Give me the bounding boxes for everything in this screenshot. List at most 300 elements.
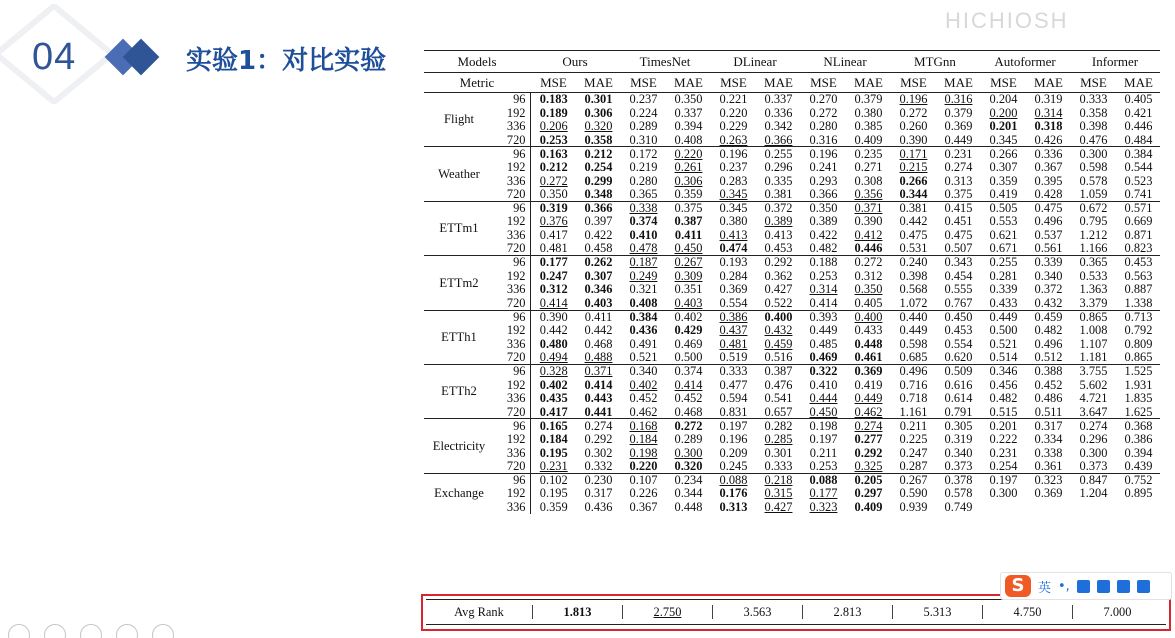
- metric-value: 0.287: [890, 460, 937, 474]
- metric-value: 0.201: [989, 119, 1018, 134]
- metric-value: 0.521: [620, 351, 667, 365]
- avg-rank-value: 2.750: [622, 605, 712, 619]
- metric-header-cell: MAE: [1027, 73, 1070, 93]
- metric-value: 0.669: [1124, 214, 1153, 229]
- ime-language-toggle[interactable]: 英: [1038, 580, 1052, 596]
- metric-value: 0.320: [584, 119, 613, 134]
- model-name: MTGnn: [890, 51, 980, 73]
- metric-value: 0.334: [1034, 431, 1063, 446]
- metric-value: 0.442: [584, 323, 613, 338]
- metric-value: 0.337: [764, 92, 793, 107]
- metric-value: 0.387: [674, 214, 703, 229]
- table-row: [424, 324, 1160, 338]
- metric-value: 0.247: [530, 269, 577, 283]
- metric-header-cell: MSE: [890, 73, 937, 93]
- metric-value: 0.277: [854, 431, 883, 446]
- metric-value: 0.195: [530, 487, 577, 501]
- metric-value: 0.411: [584, 309, 613, 324]
- metric-value: 0.317: [1034, 418, 1063, 433]
- metric-value: 0.263: [710, 133, 757, 147]
- slides-icon[interactable]: [80, 624, 102, 638]
- metric-value: 0.205: [854, 472, 883, 487]
- metric-value: 0.563: [1124, 268, 1153, 283]
- metric-value: 0.402: [674, 309, 703, 324]
- grid-icon[interactable]: [1137, 580, 1150, 593]
- metric-value: 0.241: [809, 160, 838, 175]
- metric-value: 0.337: [674, 105, 703, 120]
- metric-value: 1.161: [890, 405, 937, 419]
- metric-value: 0.887: [1124, 282, 1153, 297]
- metric-value: 0.459: [1034, 309, 1063, 324]
- metric-value: 0.823: [1117, 242, 1160, 256]
- metric-value: 0.555: [944, 282, 973, 297]
- metric-value: 0.500: [667, 351, 710, 365]
- metric-value: 0.196: [899, 92, 928, 107]
- metric-value: 0.366: [757, 133, 800, 147]
- metric-value: 0.402: [530, 378, 577, 392]
- metric-value: 0.284: [719, 268, 748, 283]
- metric-value: 0.272: [809, 105, 838, 120]
- metric-value: 0.429: [674, 323, 703, 338]
- metric-value: 0.198: [809, 418, 838, 433]
- model-name: TimesNet: [620, 51, 710, 73]
- metric-value: 0.394: [674, 119, 703, 134]
- metric-value: 0.500: [989, 323, 1018, 338]
- metric-value: 0.088: [809, 472, 838, 487]
- metric-value: 0.163: [530, 147, 577, 161]
- horizon-length: 336: [506, 173, 526, 188]
- metric-value: 0.345: [980, 133, 1027, 147]
- metric-value: 0.325: [847, 460, 890, 474]
- metric-value: 0.338: [629, 201, 658, 216]
- metric-value: 0.306: [674, 173, 703, 188]
- metric-value: 0.274: [944, 160, 973, 175]
- table-row: [424, 147, 1160, 161]
- metric-value: 0.713: [1124, 309, 1153, 324]
- metric-value: 0.293: [809, 173, 838, 188]
- metric-value: 0.422: [809, 228, 838, 243]
- ime-punctuation-toggle[interactable]: •,: [1058, 578, 1070, 594]
- metric-value: 0.496: [899, 364, 928, 379]
- metric-value: 0.871: [1124, 228, 1153, 243]
- metric-value: 0.414: [674, 377, 703, 392]
- metric-value: 0.459: [764, 336, 793, 351]
- metric-value: 0.332: [577, 460, 620, 474]
- keyboard-icon[interactable]: [1097, 580, 1110, 593]
- metric-value: 0.389: [764, 214, 793, 229]
- metric-header-cell: MAE: [757, 73, 800, 93]
- horizon-length: 192: [506, 160, 526, 175]
- metric-value: 0.568: [899, 282, 928, 297]
- metric-value: 0.468: [667, 405, 710, 419]
- metric-value: 0.253: [800, 460, 847, 474]
- metric-value: 0.537: [1034, 228, 1063, 243]
- metric-value: 0.397: [584, 214, 613, 229]
- metric-value: 0.195: [530, 446, 577, 460]
- metric-value: 0.267: [674, 255, 703, 270]
- table-row: [424, 500, 1160, 514]
- more-icon[interactable]: [152, 624, 174, 638]
- horizon-length: 96: [513, 92, 526, 107]
- metric-value: 0.211: [899, 418, 928, 433]
- metric-value: 0.350: [854, 282, 883, 297]
- metric-value: 0.266: [989, 146, 1018, 161]
- metric-value: 0.226: [629, 486, 658, 501]
- metric-value: 0.222: [989, 431, 1018, 446]
- metric-value: 0.339: [989, 282, 1018, 297]
- metric-value: 0.177: [809, 486, 838, 501]
- metric-header-cell: MSE: [980, 73, 1027, 93]
- horizon-length: 720: [494, 296, 530, 310]
- metric-value: 0.476: [764, 377, 793, 392]
- metric-value: 0.522: [757, 296, 800, 310]
- metric-value: 0.533: [1079, 268, 1108, 283]
- metric-value: 0.516: [757, 351, 800, 365]
- metric-value: 0.403: [667, 296, 710, 310]
- metric-value: 0.271: [854, 160, 883, 175]
- table-row: [424, 310, 1160, 324]
- metric-value: 0.340: [944, 445, 973, 460]
- metric-value: 1.338: [1117, 296, 1160, 310]
- previous-icon[interactable]: [8, 624, 30, 638]
- metric-value: 3.647: [1070, 405, 1117, 419]
- metric-value: 0.225: [899, 431, 928, 446]
- metric-value: 0.319: [530, 201, 577, 215]
- table-row: [424, 188, 1160, 202]
- metric-value: 0.439: [1117, 460, 1160, 474]
- metric-value: 0.478: [620, 242, 667, 256]
- horizon-length: 720: [494, 188, 530, 202]
- metric-value: 0.262: [584, 255, 613, 270]
- metric-value: 0.333: [1079, 92, 1108, 107]
- metric-value: 0.230: [584, 472, 613, 487]
- dataset-label: ETTm1: [424, 201, 494, 255]
- results-table-container: [424, 50, 1172, 514]
- metric-value: 0.474: [710, 242, 757, 256]
- table-row: [424, 242, 1160, 256]
- metric-value: 0.336: [764, 105, 793, 120]
- metric-value: 0.374: [629, 214, 658, 229]
- metric-value: 0.488: [577, 351, 620, 365]
- metric-value: 0.390: [530, 310, 577, 324]
- horizon-length: 192: [506, 377, 526, 392]
- horizon-length: 336: [506, 336, 526, 351]
- metric-value: 0.446: [847, 242, 890, 256]
- metric-value: 0.752: [1124, 472, 1153, 487]
- metric-value: 0.371: [854, 201, 883, 216]
- ime-toolbar[interactable]: [1000, 572, 1172, 600]
- metric-value: 0.795: [1079, 214, 1108, 229]
- metric-header-cell: MAE: [667, 73, 710, 93]
- metric-value: 0.369: [719, 282, 748, 297]
- metric-value: 0.247: [899, 445, 928, 460]
- metric-value: 0.865: [1079, 309, 1108, 324]
- sogou-logo-icon[interactable]: S: [1005, 575, 1031, 597]
- metric-value: 0.365: [1079, 255, 1108, 270]
- metric-value: 0.196: [809, 146, 838, 161]
- metric-value: 0.621: [989, 228, 1018, 243]
- table-row: [424, 201, 1160, 215]
- metric-value: 0.578: [944, 486, 973, 501]
- metric-value: 0.359: [530, 500, 577, 514]
- metric-value: 0.514: [980, 351, 1027, 365]
- dataset-label: ETTh2: [424, 364, 494, 418]
- metric-value: 0.402: [629, 377, 658, 392]
- horizon-length: 192: [506, 105, 526, 120]
- metric-value: 0.415: [944, 201, 973, 216]
- metric-value: 0.367: [1034, 160, 1063, 175]
- metric-value: [1117, 500, 1160, 514]
- metric-value: 0.486: [1034, 391, 1063, 406]
- metric-value: 0.544: [1124, 160, 1153, 175]
- metric-value: 0.405: [847, 296, 890, 310]
- metric-value: 0.449: [809, 323, 838, 338]
- horizon-length: 720: [494, 242, 530, 256]
- metric-header-cell: MSE: [1070, 73, 1117, 93]
- metric-value: 0.221: [719, 92, 748, 107]
- metric-value: 0.741: [1117, 188, 1160, 202]
- metric-value: 0.292: [584, 431, 613, 446]
- metric-value: 1.525: [1124, 364, 1153, 379]
- metric-value: 0.414: [530, 296, 577, 310]
- shirt-icon[interactable]: [1117, 580, 1130, 593]
- metric-value: 0.594: [719, 391, 748, 406]
- metric-value: 0.368: [1124, 418, 1153, 433]
- slide-title: 实验1：对比实验: [186, 46, 387, 76]
- horizon-length: 96: [513, 364, 526, 379]
- metric-value: 0.306: [584, 105, 613, 120]
- metric-value: 0.390: [854, 214, 883, 229]
- table-row: [424, 487, 1160, 501]
- metric-value: 0.865: [1117, 351, 1160, 365]
- table-row: [424, 256, 1160, 270]
- metric-value: 0.375: [674, 201, 703, 216]
- metric-value: 0.809: [1124, 336, 1153, 351]
- metric-value: 0.299: [584, 173, 613, 188]
- metric-value: 0.512: [1027, 351, 1070, 365]
- zoom-icon[interactable]: [116, 624, 138, 638]
- metric-value: 0.315: [764, 486, 793, 501]
- metric-header-cell: MAE: [1117, 73, 1160, 93]
- metric-header-cell: MAE: [937, 73, 980, 93]
- metric-value: [980, 500, 1027, 514]
- metric-value: 0.378: [944, 472, 973, 487]
- metric-value: 0.187: [629, 255, 658, 270]
- metric-value: 0.767: [937, 296, 980, 310]
- metric-value: 0.261: [674, 160, 703, 175]
- metric-value: 0.184: [530, 432, 577, 446]
- pen-icon[interactable]: [44, 624, 66, 638]
- metric-value: 0.454: [944, 268, 973, 283]
- metric-value: 0.281: [989, 268, 1018, 283]
- metric-value: 0.197: [809, 431, 838, 446]
- metric-value: 0.480: [530, 337, 577, 351]
- metric-value: 0.193: [719, 255, 748, 270]
- metric-value: 0.212: [530, 160, 577, 174]
- metric-value: 1.363: [1079, 282, 1108, 297]
- metric-value: 3.755: [1079, 364, 1108, 379]
- metric-value: 0.197: [719, 418, 748, 433]
- metric-value: 0.384: [629, 309, 658, 324]
- metric-value: 0.436: [629, 323, 658, 338]
- horizon-length: 336: [506, 499, 526, 514]
- table-row: [424, 120, 1160, 134]
- metric-header-cell: MAE: [847, 73, 890, 93]
- metric-value: 0.413: [764, 228, 793, 243]
- metric-value: 0.791: [937, 405, 980, 419]
- horizon-length: 192: [506, 323, 526, 338]
- metric-value: 0.245: [710, 460, 757, 474]
- metric-value: 0.283: [719, 173, 748, 188]
- table-row: [424, 364, 1160, 378]
- metric-value: 0.289: [674, 431, 703, 446]
- metric-value: 0.451: [944, 214, 973, 229]
- metric-value: 0.372: [1034, 282, 1063, 297]
- horizon-length: 336: [506, 119, 526, 134]
- mic-icon[interactable]: [1077, 580, 1090, 593]
- metric-value: 0.234: [674, 472, 703, 487]
- metric-value: 0.317: [584, 486, 613, 501]
- metric-value: 0.419: [854, 377, 883, 392]
- metric-value: 1.204: [1079, 486, 1108, 501]
- metric-value: 0.189: [530, 106, 577, 120]
- models-header-label: Models: [424, 51, 530, 73]
- metric-value: 0.426: [1027, 133, 1070, 147]
- metric-value: 0.177: [530, 256, 577, 270]
- table-row: [424, 296, 1160, 310]
- metric-value: 0.350: [809, 201, 838, 216]
- metric-value: 4.721: [1079, 391, 1108, 406]
- metric-value: 0.165: [530, 419, 577, 433]
- horizon-length: 96: [513, 309, 526, 324]
- metric-value: 0.308: [854, 173, 883, 188]
- metric-value: 0.448: [674, 499, 703, 514]
- metric-value: 0.224: [629, 105, 658, 120]
- metric-value: 5.602: [1079, 377, 1108, 392]
- metric-header-cell: MSE: [710, 73, 757, 93]
- dataset-label: Flight: [424, 93, 494, 147]
- metric-value: 0.359: [667, 188, 710, 202]
- metric-value: 0.300: [1079, 146, 1108, 161]
- metric-value: 0.183: [530, 93, 577, 107]
- avg-rank-label: Avg Rank: [454, 604, 504, 619]
- metric-value: 0.482: [989, 391, 1018, 406]
- metric-value: 0.237: [629, 92, 658, 107]
- metric-value: 0.468: [584, 336, 613, 351]
- table-row: [424, 446, 1160, 460]
- dataset-label: ETTm2: [424, 256, 494, 310]
- metric-value: 0.477: [719, 377, 748, 392]
- dataset-label: Exchange: [434, 486, 484, 501]
- metric-value: 0.410: [629, 228, 658, 243]
- metric-value: 0.491: [629, 336, 658, 351]
- results-table-body: [424, 93, 1160, 514]
- metric-value: 0.386: [719, 309, 748, 324]
- metric-value: 0.373: [1070, 460, 1117, 474]
- metric-value: 1.212: [1079, 228, 1108, 243]
- metric-value: 1.008: [1079, 323, 1108, 338]
- horizon-length: 720: [494, 351, 530, 365]
- metric-value: 0.410: [809, 377, 838, 392]
- metric-value: 0.432: [764, 323, 793, 338]
- metric-value: 0.212: [584, 146, 613, 161]
- metric-value: 0.319: [1034, 92, 1063, 107]
- metric-value: 0.379: [944, 105, 973, 120]
- metric-value: 0.432: [1027, 296, 1070, 310]
- avg-rank-value: 1.813: [532, 605, 622, 619]
- metric-value: 0.386: [1124, 431, 1153, 446]
- metric-value: 0.107: [629, 472, 658, 487]
- model-name: DLinear: [710, 51, 800, 73]
- metric-value: 0.433: [980, 296, 1027, 310]
- metric-value: 0.414: [800, 296, 847, 310]
- metric-value: 0.531: [890, 242, 937, 256]
- metric-value: 0.333: [719, 364, 748, 379]
- metric-value: 0.200: [989, 105, 1018, 120]
- metric-value: 0.456: [989, 377, 1018, 392]
- metric-value: 0.369: [1034, 486, 1063, 501]
- avg-rank-value: 2.813: [802, 605, 892, 619]
- metric-value: 0.206: [530, 120, 577, 134]
- metric-value: 0.450: [800, 405, 847, 419]
- metric-value: 0.598: [1079, 160, 1108, 175]
- metric-value: 0.297: [854, 486, 883, 501]
- horizon-length: 720: [494, 133, 530, 147]
- metric-value: 0.254: [980, 460, 1027, 474]
- metric-header-cell: MAE: [577, 73, 620, 93]
- metric-value: 0.408: [667, 133, 710, 147]
- horizon-length: 96: [513, 146, 526, 161]
- metric-value: 0.343: [944, 255, 973, 270]
- metric-value: 0.452: [1034, 377, 1063, 392]
- metric-value: 0.231: [989, 445, 1018, 460]
- horizon-length: 96: [513, 255, 526, 270]
- metric-value: 0.215: [899, 160, 928, 175]
- metric-value: 0.237: [719, 160, 748, 175]
- metric-value: 0.231: [530, 460, 577, 474]
- metric-value: 0.427: [764, 499, 793, 514]
- metric-value: 0.356: [847, 188, 890, 202]
- metric-value: 0.449: [989, 309, 1018, 324]
- metric-value: 0.344: [674, 486, 703, 501]
- metric-value: 0.380: [719, 214, 748, 229]
- metric-value: 0.394: [1124, 445, 1153, 460]
- metric-value: 0.197: [989, 472, 1018, 487]
- metric-value: 0.240: [899, 255, 928, 270]
- metric-value: 0.296: [1079, 431, 1108, 446]
- metric-value: 0.319: [944, 431, 973, 446]
- metric-value: 0.616: [944, 377, 973, 392]
- metric-value: 0.309: [674, 268, 703, 283]
- metric-value: 0.204: [989, 92, 1018, 107]
- metric-value: 0.462: [847, 405, 890, 419]
- metric-value: 0.280: [629, 173, 658, 188]
- metric-value: 0.452: [674, 391, 703, 406]
- table-row: [424, 160, 1160, 174]
- metric-value: 0.400: [764, 309, 793, 324]
- metric-value: 0.272: [854, 255, 883, 270]
- horizon-length: 192: [506, 268, 526, 283]
- metric-value: 0.339: [1034, 255, 1063, 270]
- bottom-toolbar: [8, 624, 174, 638]
- metric-value: 0.255: [764, 146, 793, 161]
- horizon-length: 192: [506, 486, 526, 501]
- metric-value: 0.371: [584, 364, 613, 379]
- metric-value: 0.831: [710, 405, 757, 419]
- metric-value: 0.450: [944, 309, 973, 324]
- metric-value: 0.310: [620, 133, 667, 147]
- metric-value: 0.366: [800, 188, 847, 202]
